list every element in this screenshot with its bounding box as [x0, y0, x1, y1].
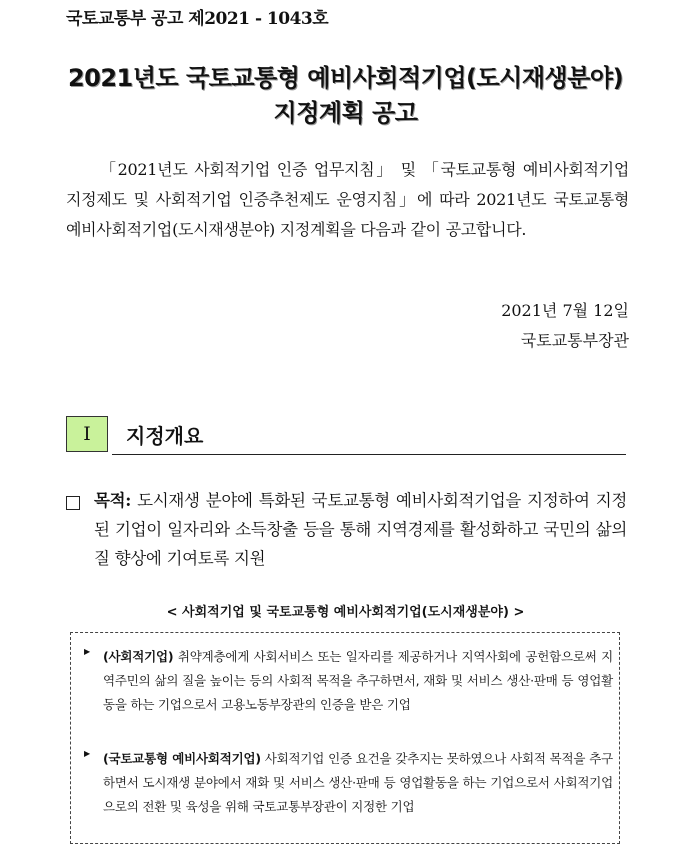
- purpose-text: 도시재생 분야에 특화된 국토교통형 예비사회적기업을 지정하여 지정된 기업이 일자리와 소득창출 등을 통해 지역경제를 활성화하고 국민의 삶의 질 향상에 기여토록 지원: [94, 491, 627, 568]
- section-divider: [112, 454, 626, 455]
- definitions-box: [70, 632, 620, 844]
- issuer: 국토교통부장관: [520, 331, 629, 350]
- page-title-line1: 2021년도 국토교통형 예비사회적기업(도시재생분야): [67, 64, 624, 92]
- definition-text: 취약계층에게 사회서비스 또는 일자리를 제공하거나 지역사회에 공헌함으로써 지역주민의 삶의 질을 높이는 등의 사회적 목적을 추구하면서, 재화 및 서비스 생산·판매 등 영업활동을 하는 기업으로서 고용노동부장관의 인증을 받은 기업: [103, 649, 613, 712]
- definition-label: (국토교통형 예비사회적기업): [103, 751, 261, 766]
- intro-paragraph: 「2021년도 사회적기업 인증 업무지침」 및 「국토교통형 예비사회적기업 지정제도 및 사회적기업 인증추천제도 운영지침」에 따라 2021년도 국토교통형 예비사회적기업(도시재생분야) 지정계획을 다음과 같이 공고합니다.: [66, 160, 629, 239]
- section-number-box: Ⅰ: [66, 416, 108, 452]
- notice-date: 2021년 7월 12일: [501, 301, 629, 320]
- triangle-right-icon: ▶: [84, 647, 91, 656]
- notice-number: 국토교통부 공고 제2021 - 1043호: [66, 9, 329, 29]
- section-title: 지정개요: [126, 424, 204, 448]
- definition-item: [103, 747, 613, 819]
- definition-label: (사회적기업): [103, 649, 174, 664]
- checkbox-square-icon: [66, 496, 80, 510]
- purpose-label: 목적:: [94, 491, 132, 510]
- page-title-line2: 지정계획 공고: [273, 99, 418, 127]
- definition-text: 사회적기업 인증 요건을 갖추지는 못하였으나 사회적 목적을 추구하면서 도시재생 분야에서 재화 및 서비스 생산·판매 등 영업활동을 하는 기업으로서 사회적기업으로의 전환 및 육성을 위해 국토교통부장관이 지정한 기업: [103, 751, 613, 814]
- purpose-paragraph: [94, 486, 627, 573]
- definitions-caption: < 사회적기업 및 국토교통형 예비사회적기업(도시재생분야) >: [166, 605, 525, 620]
- triangle-right-icon: ▶: [84, 749, 91, 758]
- definition-item: [103, 645, 613, 717]
